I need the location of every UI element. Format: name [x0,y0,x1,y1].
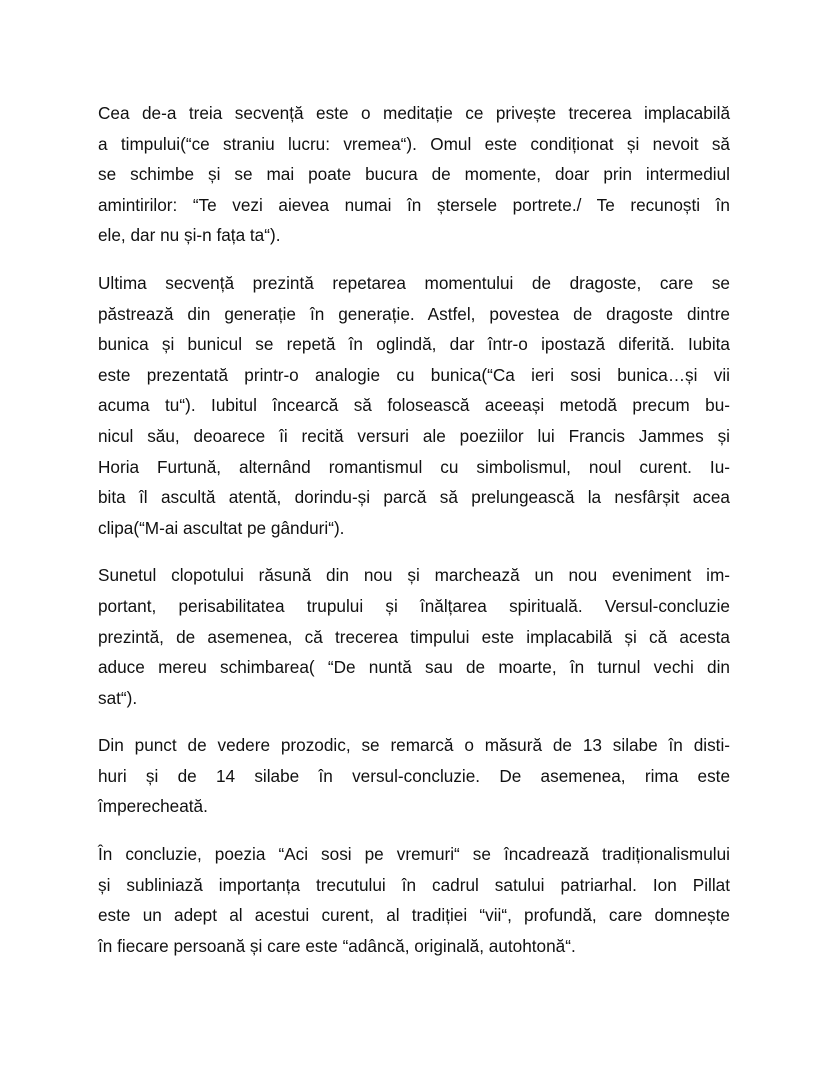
text-line: huri și de 14 silabe în versul-concluzie. De asemenea, rima este [98,765,730,786]
text-line: Din punct de vedere prozodic, se remarcă o măsură de 13 silabe în disti- [98,735,730,756]
text-line: În concluzie, poezia “Aci sosi pe vremuri“ se încadrează tradiționalismului [98,844,730,865]
text-line: în fiecare persoană și care este “adâncă, originală, autohtonă“. [98,935,576,956]
text-line: bunica și bunicul se repetă în oglindă, dar într-o ipostază diferită. Iubita [98,334,730,355]
text-line: Cea de-a treia secvență este o meditație ce privește trecerea implacabilă [98,103,730,123]
text-line: păstrează din generație în generație. Astfel, povestea de dragoste dintre [98,303,730,324]
text-line: Horia Furtună, alternând romantismul cu simbolismul, noul curent. Iu- [98,456,730,477]
text-line: Ultima secvență prezintă repetarea momentului de dragoste, care se [98,272,730,293]
text-line: sat“). [98,687,138,708]
text-line: amintirilor: “Te vezi aievea numai în ștersele portrete./ Te recunoști în [98,194,730,215]
text-line: acuma tu“). Iubitul încearcă să folosească aceeași metodă precum bu- [98,395,730,416]
text-line: împerecheată. [98,796,208,817]
text-line: aduce mereu schimbarea( “De nuntă sau de moarte, în turnul vechi din [98,657,730,678]
paragraph-conclusion [98,839,730,961]
text-line: este un adept al acestui curent, al tradiției “vii“, profundă, care domnește [98,905,730,926]
text-line: și subliniază importanța trecutului în cadrul satului patriarhal. Ion Pillat [98,874,730,895]
text-line: ele, dar nu și-n fața ta“). [98,225,281,246]
text-line: a timpului(“ce straniu lucru: vremea“). Omul este condiționat și nevoit să [98,133,730,154]
paragraph-last-sequence [98,268,730,543]
text-line: bita îl ascultă atentă, dorindu-și parcă să prelungească la nesfârșit acea [98,487,730,508]
document-page [98,98,730,978]
paragraph-bell-sound [98,560,730,713]
text-line: prezintă, de asemenea, că trecerea timpului este implacabilă și că acesta [98,626,730,647]
text-line: clipa(“M-ai ascultat pe gânduri“). [98,517,345,538]
text-line: Sunetul clopotului răsună din nou și marchează un nou eveniment im- [98,565,730,586]
text-line: este prezentată printr-o analogie cu bunica(“Ca ieri sosi bunica…și vii [98,364,730,385]
text-line: portant, perisabilitatea trupului și înălțarea spirituală. Versul-concluzie [98,595,730,616]
paragraph-prosody [98,730,730,822]
paragraph-third-sequence [98,98,730,251]
text-line: se schimbe și se mai poate bucura de momente, doar prin intermediul [98,164,730,185]
text-line: nicul său, deoarece îi recită versuri ale poeziilor lui Francis Jammes și [98,425,730,446]
